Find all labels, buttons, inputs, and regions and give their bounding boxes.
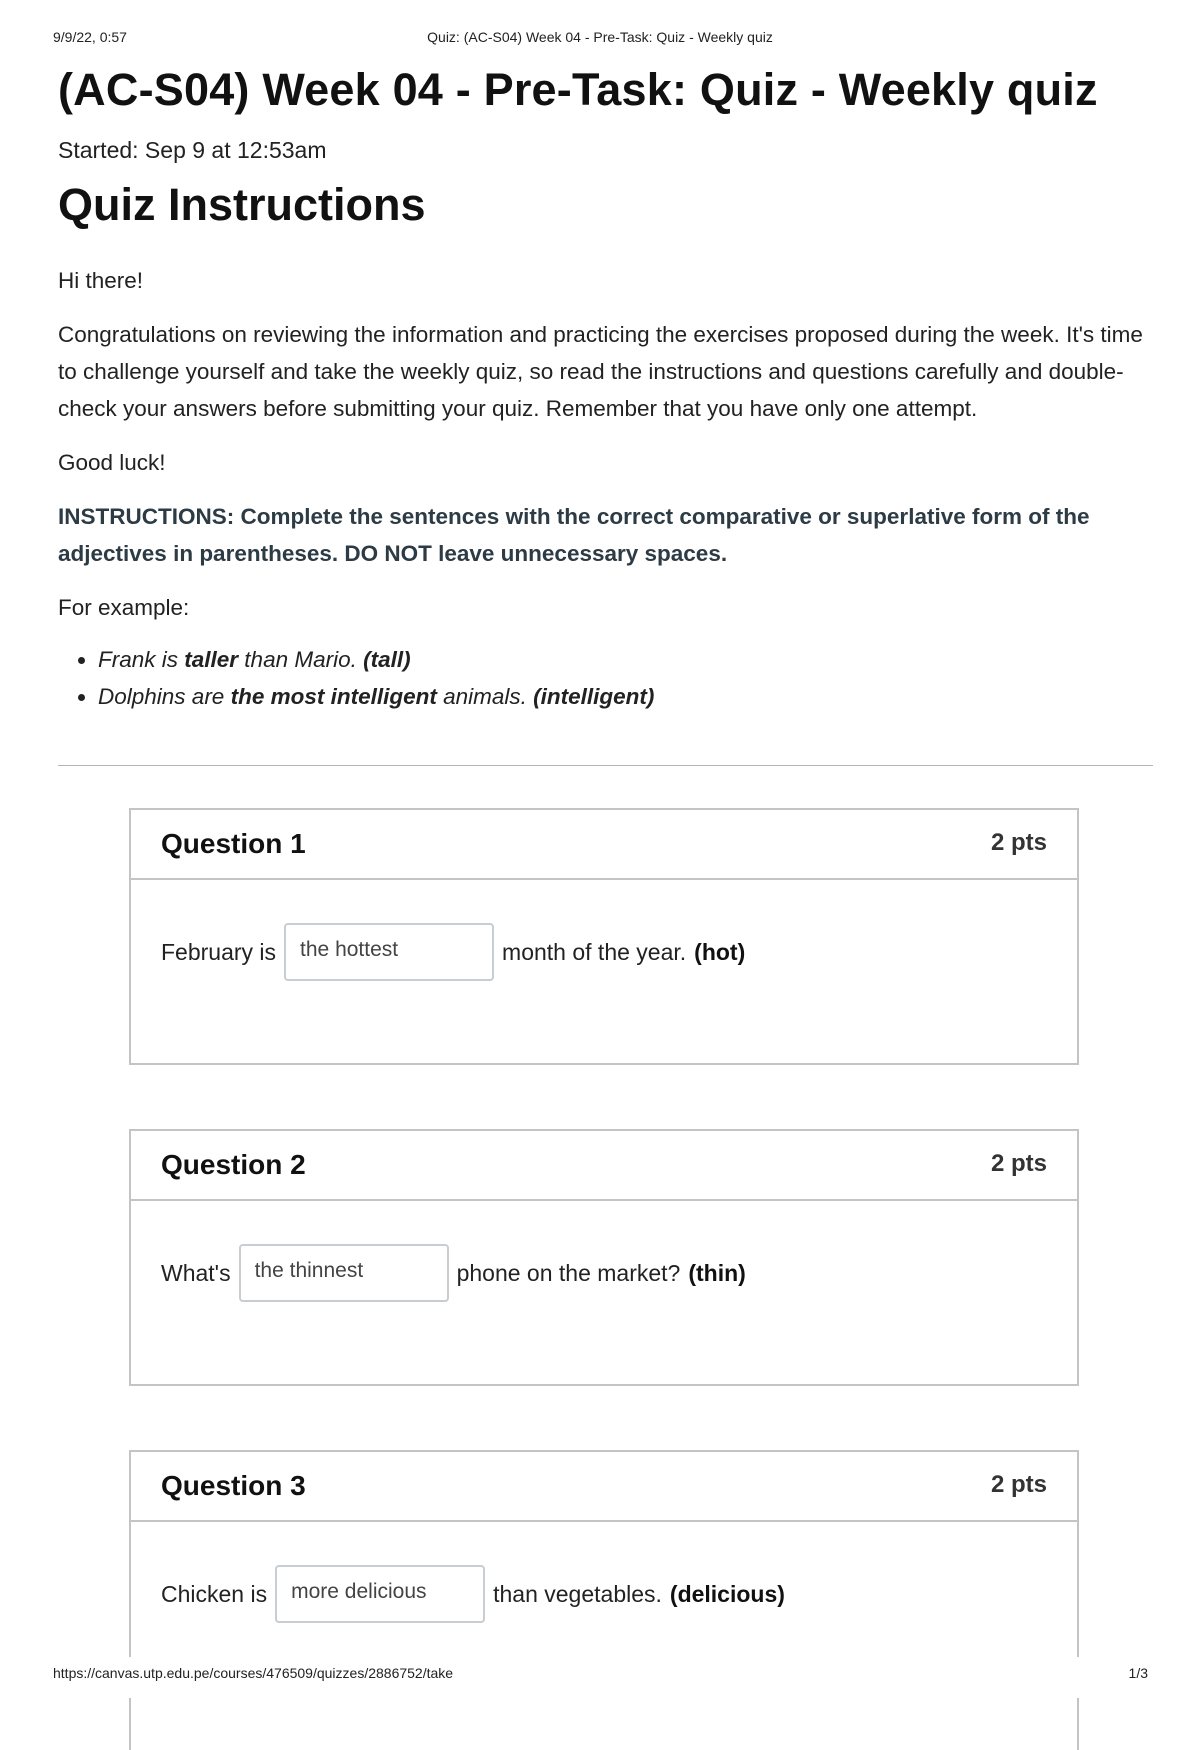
example-answer: taller xyxy=(184,647,239,672)
question-header xyxy=(131,1452,1077,1522)
print-footer xyxy=(0,1657,1200,1698)
answer-input[interactable]: more delicious xyxy=(275,1565,485,1623)
divider xyxy=(58,765,1153,766)
question-2 xyxy=(129,1129,1079,1386)
example-answer: the most intelligent xyxy=(230,684,437,709)
example-before: Frank is xyxy=(98,647,185,672)
page-url: https://canvas.utp.edu.pe/courses/476509/quizzes/2886752/take xyxy=(53,1665,454,1681)
question-header xyxy=(131,1131,1077,1201)
question-body xyxy=(131,1201,1077,1386)
print-document-title: Quiz: (AC-S04) Week 04 - Pre-Task: Quiz - Weekly quiz xyxy=(427,29,773,45)
answer-input[interactable]: the hottest xyxy=(284,923,494,981)
example-hint: (intelligent) xyxy=(533,684,655,709)
print-header xyxy=(0,29,1200,49)
question-title: Question 1 xyxy=(161,828,306,859)
sentence-after: than vegetables. xyxy=(493,1580,662,1607)
question-title: Question 3 xyxy=(161,1470,306,1501)
sentence-after: month of the year. xyxy=(502,938,687,965)
intro-paragraph: Congratulations on reviewing the information and practicing the exercises proposed during the week. It's time to challenge yourself and take the weekly quiz, so read the instructions and questions carefully and double-check your answers before submitting your quiz. Remember that you have only one attempt. xyxy=(58,322,1143,421)
example-hint: (tall) xyxy=(363,647,411,672)
sentence-before: February is xyxy=(161,938,277,965)
page-title: (AC-S04) Week 04 - Pre-Task: Quiz - Weekly quiz xyxy=(58,64,1098,115)
sentence-before: Chicken is xyxy=(161,1580,268,1607)
question-points: 2 pts xyxy=(990,1150,1047,1177)
example-after: animals. xyxy=(436,684,534,709)
started-timestamp: Started: Sep 9 at 12:53am xyxy=(58,137,327,163)
question-header xyxy=(131,810,1077,880)
greeting-text: Hi there! xyxy=(58,268,144,293)
list-item xyxy=(98,641,1152,678)
sentence-before: What's xyxy=(161,1259,231,1286)
sentence-after: phone on the market? xyxy=(456,1259,681,1286)
quiz-content xyxy=(58,62,1152,715)
examples-list xyxy=(58,641,1152,715)
question-sentence xyxy=(161,1565,785,1623)
question-body xyxy=(131,880,1077,1065)
adjective-hint: (thin) xyxy=(688,1259,746,1286)
example-after: than Mario. xyxy=(238,647,364,672)
instructions-heading: Quiz Instructions xyxy=(58,179,426,230)
question-3 xyxy=(129,1450,1079,1750)
list-item xyxy=(98,678,1152,715)
adjective-hint: (hot) xyxy=(694,938,746,965)
print-date: 9/9/22, 0:57 xyxy=(53,29,127,45)
answer-input[interactable]: the thinnest xyxy=(239,1244,449,1302)
good-luck-text: Good luck! xyxy=(58,450,166,475)
instructions-text: INSTRUCTIONS: Complete the sentences with the correct comparative or superlative form of the adjectives in parentheses. DO NOT leave unnecessary spaces. xyxy=(58,504,1090,566)
question-sentence xyxy=(161,1244,746,1302)
question-points: 2 pts xyxy=(990,829,1047,856)
adjective-hint: (delicious) xyxy=(669,1580,785,1607)
page-number: 1/3 xyxy=(1128,1665,1148,1681)
example-label: For example: xyxy=(58,595,190,620)
example-before: Dolphins are xyxy=(98,684,231,709)
question-points: 2 pts xyxy=(990,1471,1047,1498)
question-sentence xyxy=(161,923,745,981)
question-title: Question 2 xyxy=(161,1149,306,1180)
question-1 xyxy=(129,808,1079,1065)
